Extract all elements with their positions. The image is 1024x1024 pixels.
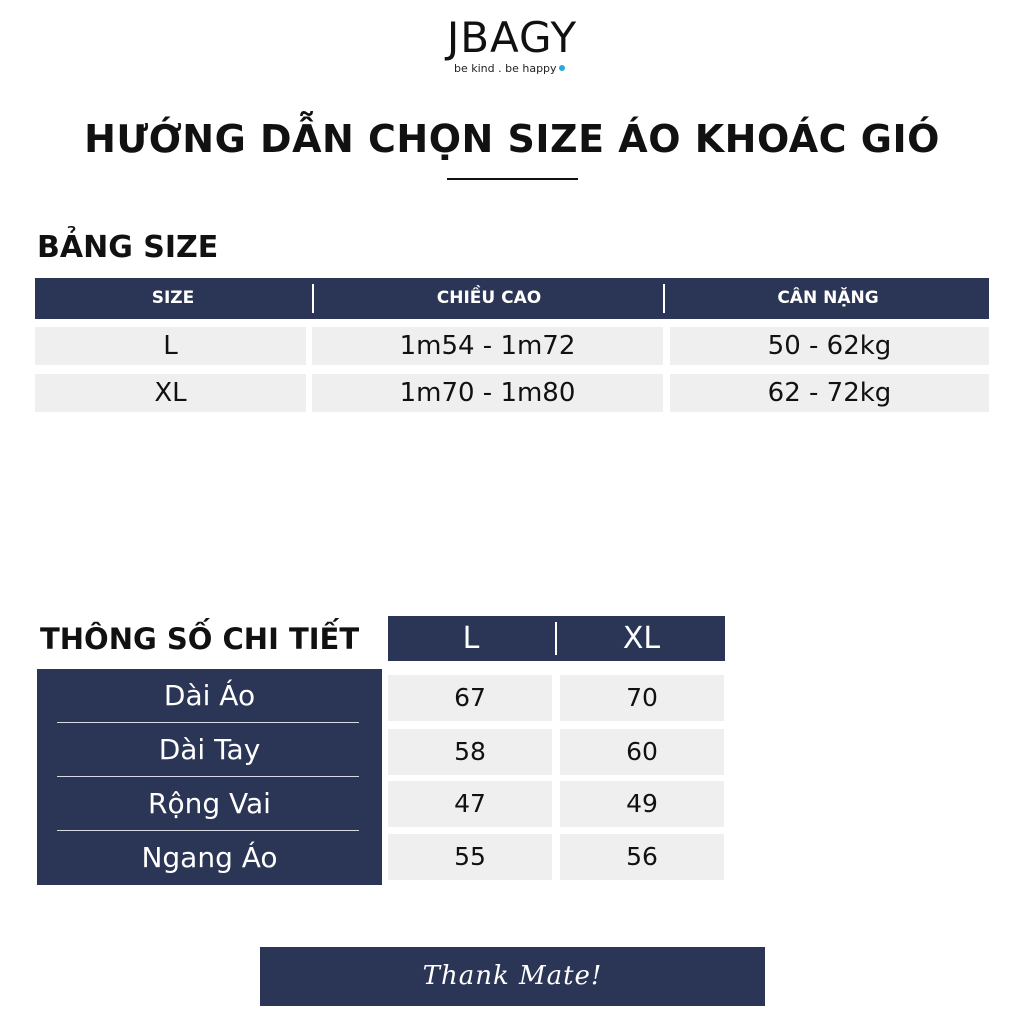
spec-table-header xyxy=(388,616,725,661)
spec-label: Rộng Vai xyxy=(148,787,271,820)
size-table-col-weight: CÂN NẶNG xyxy=(777,288,879,308)
spec-value-cell: 67 xyxy=(388,675,552,721)
spec-value-cell: 49 xyxy=(560,781,724,827)
brand-tagline xyxy=(454,62,565,75)
size-table-cell: 62 - 72kg xyxy=(670,374,989,412)
title-divider xyxy=(447,178,578,180)
spec-label: Ngang Áo xyxy=(141,841,278,874)
spec-value-cell: 60 xyxy=(560,729,724,775)
size-table-cell: XL xyxy=(35,374,306,412)
spec-value-cell: 55 xyxy=(388,834,552,880)
size-table-heading: BẢNG SIZE xyxy=(37,230,219,265)
spec-table-heading: THÔNG SỐ CHI TIẾT xyxy=(40,622,360,656)
spec-table-col-xl: XL xyxy=(622,621,661,656)
spec-value-cell: 47 xyxy=(388,781,552,827)
size-table-cell: 50 - 62kg xyxy=(670,327,989,365)
size-table-cell: L xyxy=(35,327,306,365)
spec-label: Dài Áo xyxy=(163,679,256,712)
brand-name: JBAGY xyxy=(446,13,578,62)
size-table-header xyxy=(35,278,989,319)
header-separator xyxy=(663,284,665,313)
spec-value-cell: 70 xyxy=(560,675,724,721)
spec-label-column xyxy=(37,669,382,885)
size-table-cell: 1m54 - 1m72 xyxy=(312,327,663,365)
size-table-cell: 1m70 - 1m80 xyxy=(312,374,663,412)
spec-value-cell: 58 xyxy=(388,729,552,775)
brand-tagline-text: be kind . be happy xyxy=(454,62,557,75)
spec-table-col-l: L xyxy=(462,621,480,656)
signature-text: Thank Mate! xyxy=(422,961,603,991)
size-table-col-size: SIZE xyxy=(151,288,195,308)
header-separator xyxy=(312,284,314,313)
spec-label: Dài Tay xyxy=(158,733,261,766)
brand-dot-icon xyxy=(559,65,565,71)
footer-banner xyxy=(260,947,765,1006)
header-separator xyxy=(555,622,557,655)
brand-logo xyxy=(0,12,1024,64)
page-title: HƯỚNG DẪN CHỌN SIZE ÁO KHOÁC GIÓ xyxy=(84,117,940,161)
spec-value-cell: 56 xyxy=(560,834,724,880)
size-table-col-height: CHIỀU CAO xyxy=(436,288,542,308)
